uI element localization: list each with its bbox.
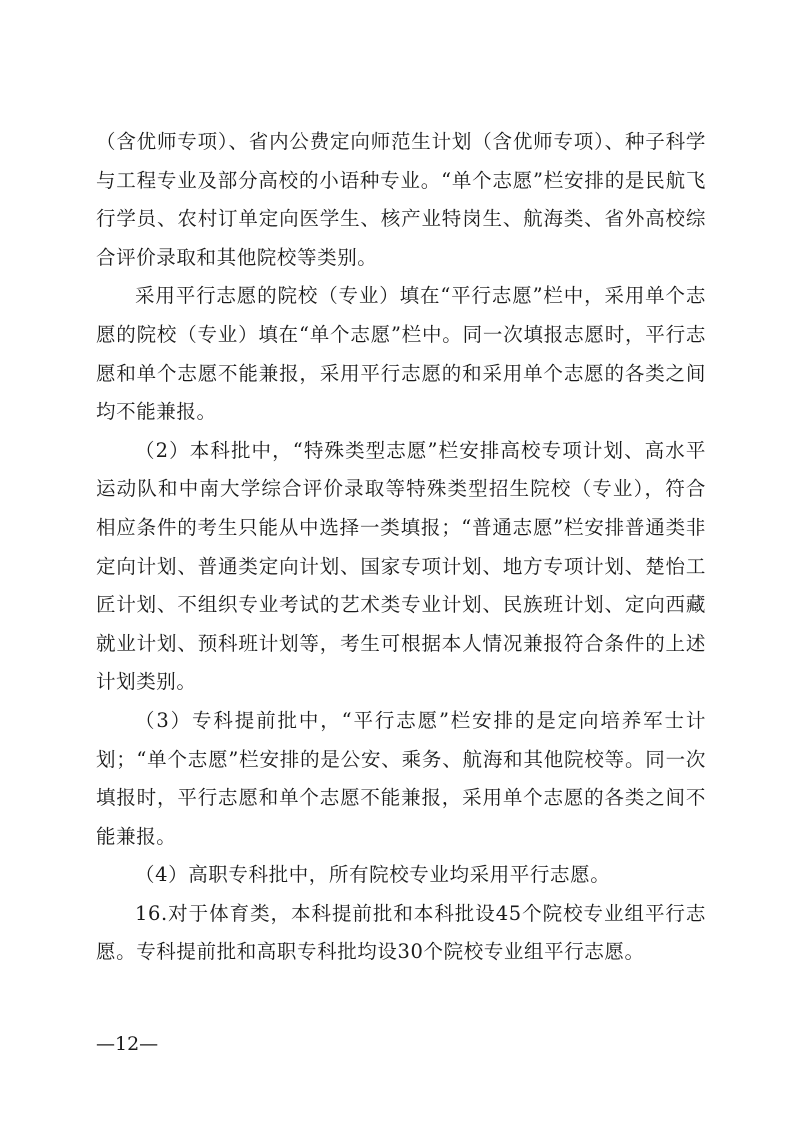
- paragraph-6: 16.对于体育类，本科提前批和本科批设45个院校专业组平行志愿。专科提前批和高职专科批均设30个院校专业组平行志愿。: [96, 901, 706, 964]
- paragraph-2: 采用平行志愿的院校（专业）填在“平行志愿”栏中，采用单个志愿的院校（专业）填在“单个志愿”栏中。同一次填报志愿时，平行志愿和单个志愿不能兼报，采用平行志愿的和采用单个志愿的各类之间均不能兼报。: [96, 284, 706, 424]
- page-number: —12—: [96, 1033, 159, 1055]
- paragraph-3: （2）本科批中，“特殊类型志愿”栏安排高校专项计划、高水平运动队和中南大学综合评价录取等特殊类型招生院校（专业），符合相应条件的考生只能从中选择一类填报；“普通志愿”栏安排普通类非定向计划、普通类定向计划、国家专项计划、地方专项计划、楚怡工匠计划、不组织专业考试的艺术类专业计划、民族班计划、定向西藏就业计划、预科班计划等，考生可根据本人情况兼报符合条件的上述计划类别。: [96, 438, 706, 694]
- document-body: [96, 123, 706, 972]
- paragraph-1: （含优师专项）、省内公费定向师范生计划（含优师专项）、种子科学与工程专业及部分高校的小语种专业。“单个志愿”栏安排的是民航飞行学员、农村订单定向医学生、核产业特岗生、航海类、省外高校综合评价录取和其他院校等类别。: [96, 130, 706, 269]
- paragraph-5: （4）高职专科批中，所有院校专业均采用平行志愿。: [135, 863, 611, 887]
- paragraph-4: （3）专科提前批中，“平行志愿”栏安排的是定向培养军士计划；“单个志愿”栏安排的是公安、乘务、航海和其他院校等。同一次填报时，平行志愿和单个志愿不能兼报，采用单个志愿的各类之间不能兼报。: [96, 708, 706, 848]
